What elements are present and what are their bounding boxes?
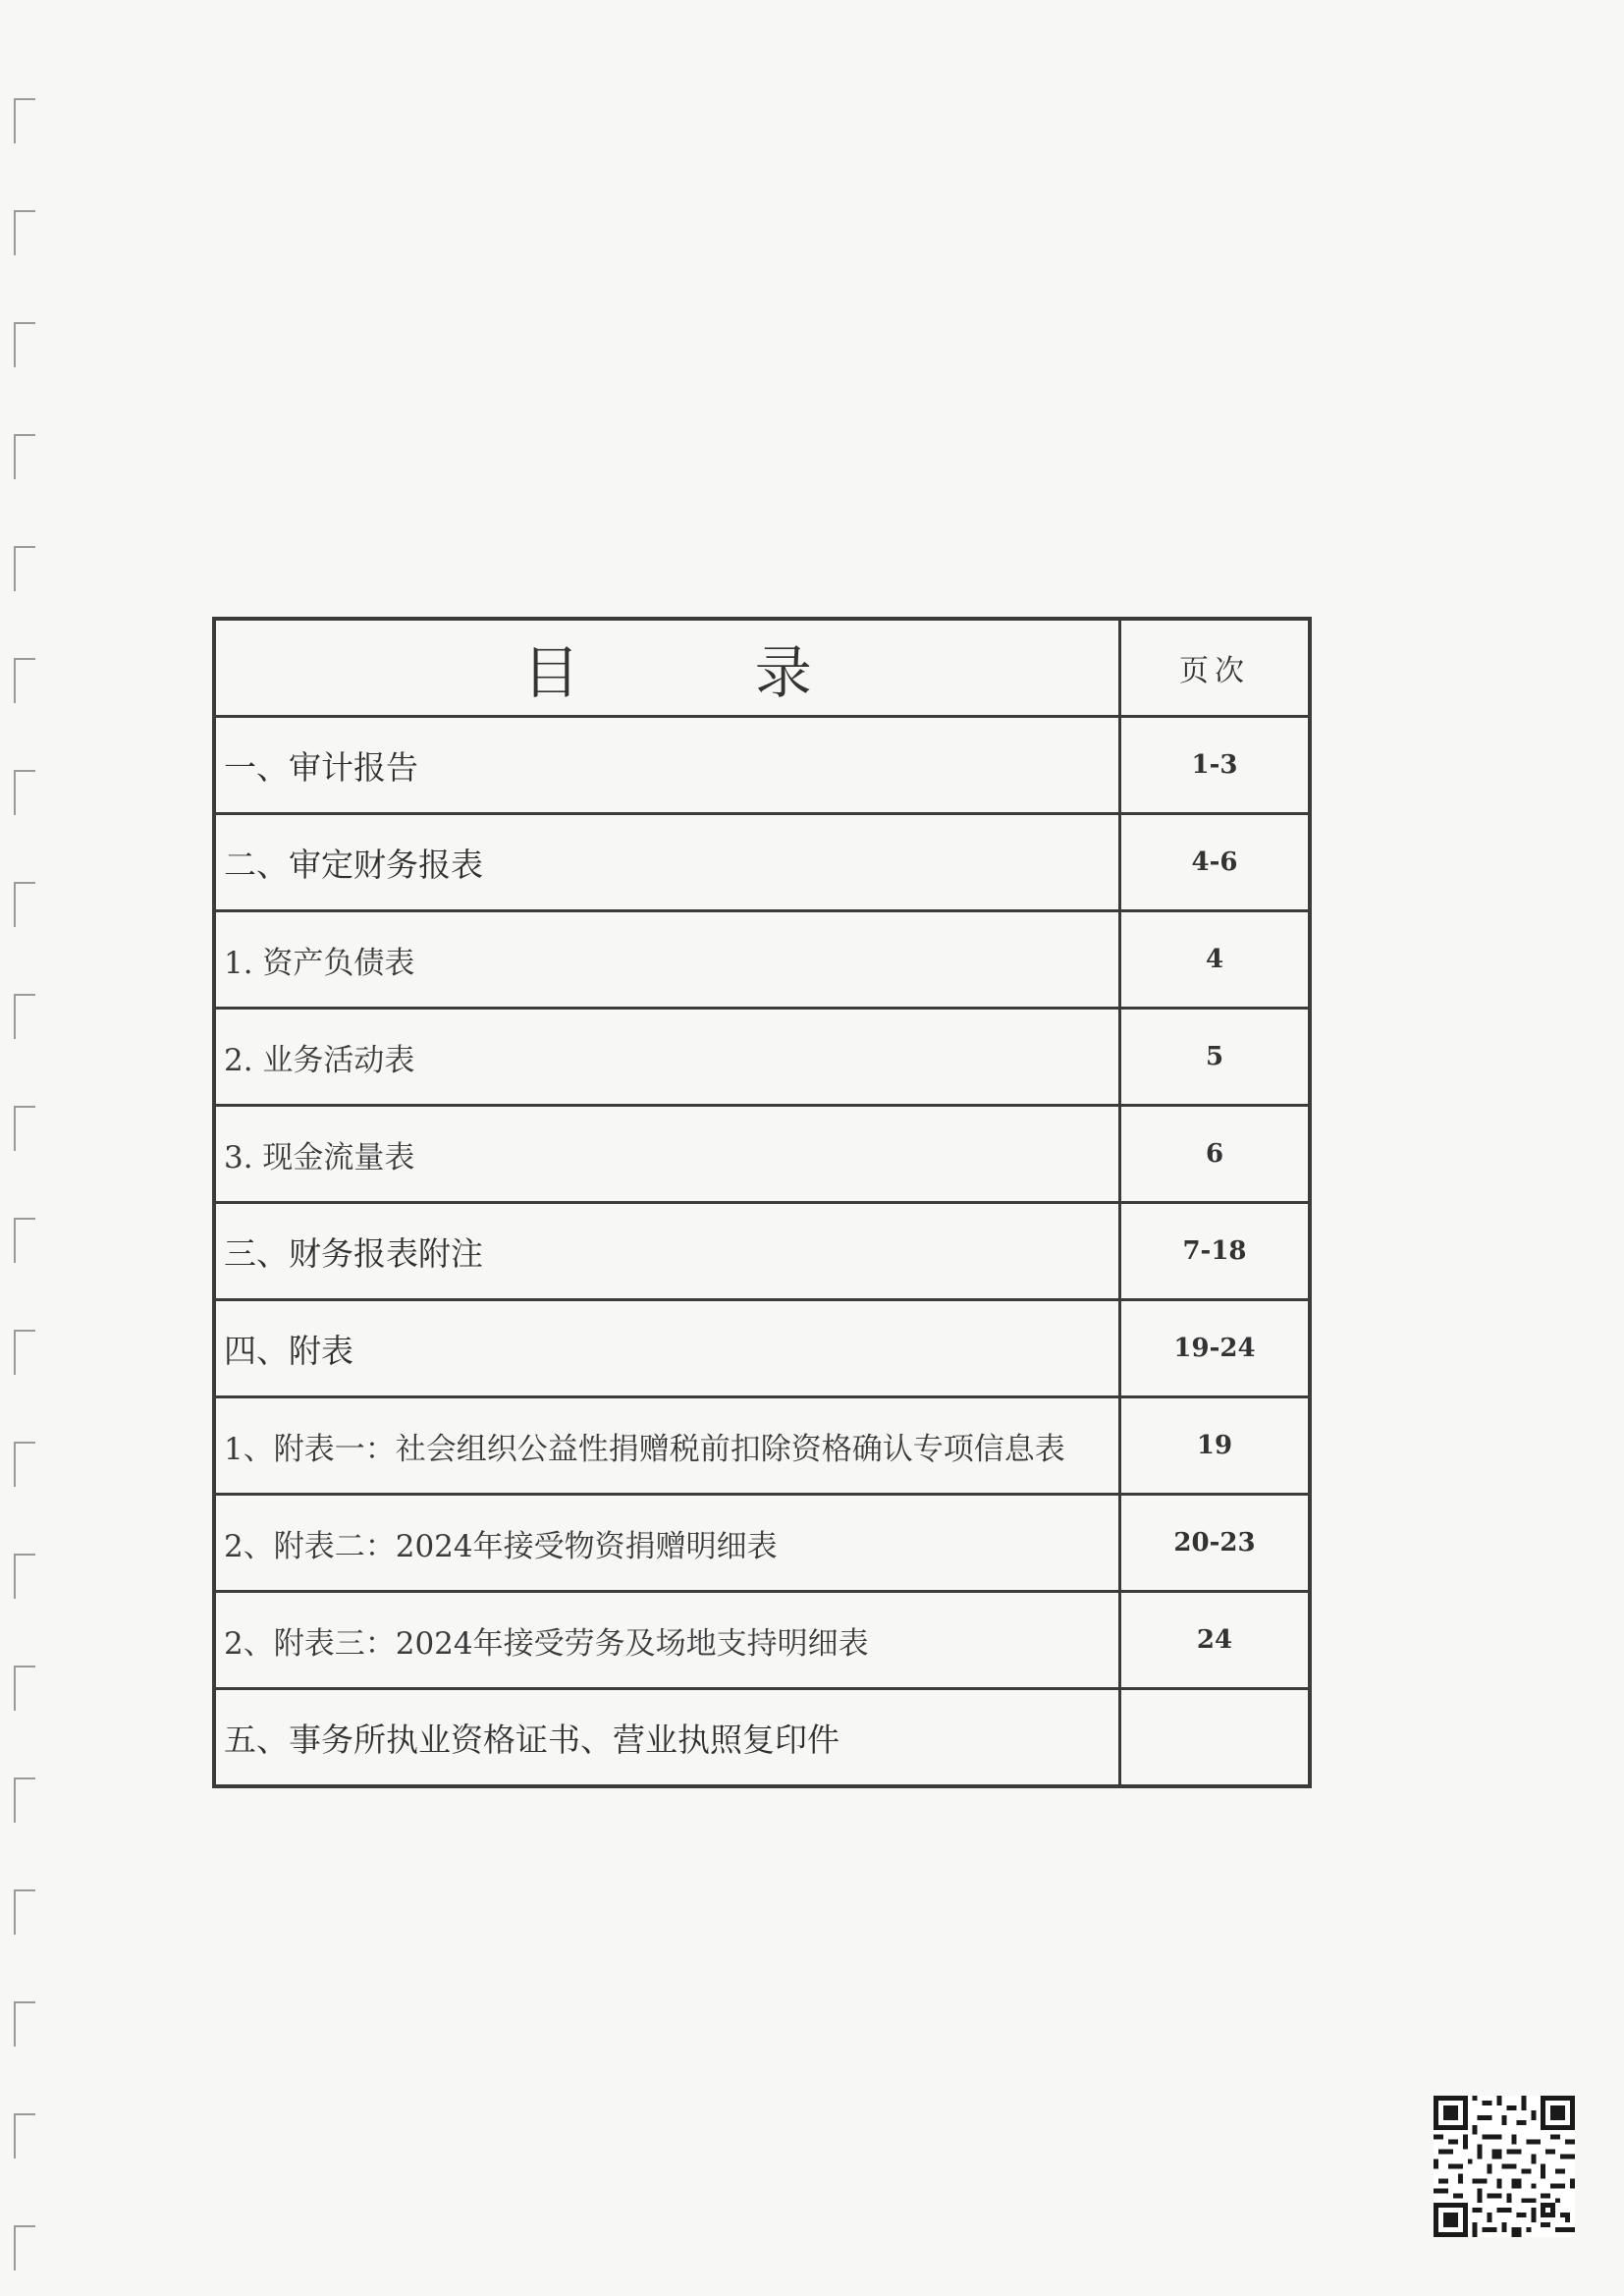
toc-row	[214, 814, 1310, 911]
binding-hole-icon	[14, 994, 35, 1039]
toc-item-pages: 20-23	[1120, 1495, 1311, 1592]
toc-row	[214, 1397, 1310, 1495]
toc-item-pages: 19	[1120, 1397, 1311, 1495]
toc-header-row	[214, 619, 1310, 717]
binding-hole-icon	[14, 546, 35, 591]
toc-item-label: 2、附表三：2024年接受劳务及场地支持明细表	[214, 1592, 1120, 1689]
binding-hole-icon	[14, 882, 35, 927]
toc-item-label: 一、审计报告	[214, 717, 1120, 814]
binding-hole-icon	[14, 658, 35, 703]
toc-item-pages: 7-18	[1120, 1203, 1311, 1300]
toc-row	[214, 717, 1310, 814]
page-column-header: 页次	[1120, 619, 1311, 717]
toc-row	[214, 1106, 1310, 1203]
toc-item-pages: 4-6	[1120, 814, 1311, 911]
binding-hole-icon	[14, 434, 35, 479]
binding-hole-icon	[14, 2113, 35, 2159]
toc-item-pages: 5	[1120, 1009, 1311, 1106]
toc-item-label: 五、事务所执业资格证书、营业执照复印件	[214, 1689, 1120, 1787]
toc-item-label: 三、财务报表附注	[214, 1203, 1120, 1300]
toc-item-pages: 19-24	[1120, 1300, 1311, 1397]
toc-item-pages: 4	[1120, 911, 1311, 1009]
toc-row	[214, 1009, 1310, 1106]
binding-hole-icon	[14, 1442, 35, 1487]
binding-hole-icon	[14, 1106, 35, 1151]
binding-hole-icon	[14, 2225, 35, 2270]
toc-row	[214, 1689, 1310, 1787]
binding-hole-icon	[14, 322, 35, 367]
toc-row	[214, 1592, 1310, 1689]
toc-item-label: 2. 业务活动表	[214, 1009, 1120, 1106]
toc-row	[214, 1495, 1310, 1592]
binding-hole-icon	[14, 210, 35, 255]
binding-hole-icon	[14, 1666, 35, 1711]
binding-holes	[14, 98, 43, 2296]
toc-item-pages	[1120, 1689, 1311, 1787]
toc-item-label: 3. 现金流量表	[214, 1106, 1120, 1203]
toc-row	[214, 1203, 1310, 1300]
binding-hole-icon	[14, 98, 35, 143]
binding-hole-icon	[14, 1777, 35, 1823]
toc-title: 目 录	[214, 619, 1120, 717]
toc-item-label: 2、附表二：2024年接受物资捐赠明细表	[214, 1495, 1120, 1592]
toc-row	[214, 911, 1310, 1009]
binding-hole-icon	[14, 770, 35, 815]
binding-hole-icon	[14, 1330, 35, 1375]
toc-item-label: 四、附表	[214, 1300, 1120, 1397]
toc-item-label: 1. 资产负债表	[214, 911, 1120, 1009]
binding-hole-icon	[14, 1218, 35, 1263]
toc-item-pages: 24	[1120, 1592, 1311, 1689]
toc-item-label: 1、附表一：社会组织公益性捐赠税前扣除资格确认专项信息表	[214, 1397, 1120, 1495]
binding-hole-icon	[14, 2001, 35, 2047]
toc-item-pages: 1-3	[1120, 717, 1311, 814]
toc-row	[214, 1300, 1310, 1397]
qr-code-icon	[1434, 2096, 1575, 2237]
binding-hole-icon	[14, 1889, 35, 1935]
toc-table	[212, 617, 1312, 1788]
toc-item-pages: 6	[1120, 1106, 1311, 1203]
binding-hole-icon	[14, 1554, 35, 1599]
toc-item-label: 二、审定财务报表	[214, 814, 1120, 911]
